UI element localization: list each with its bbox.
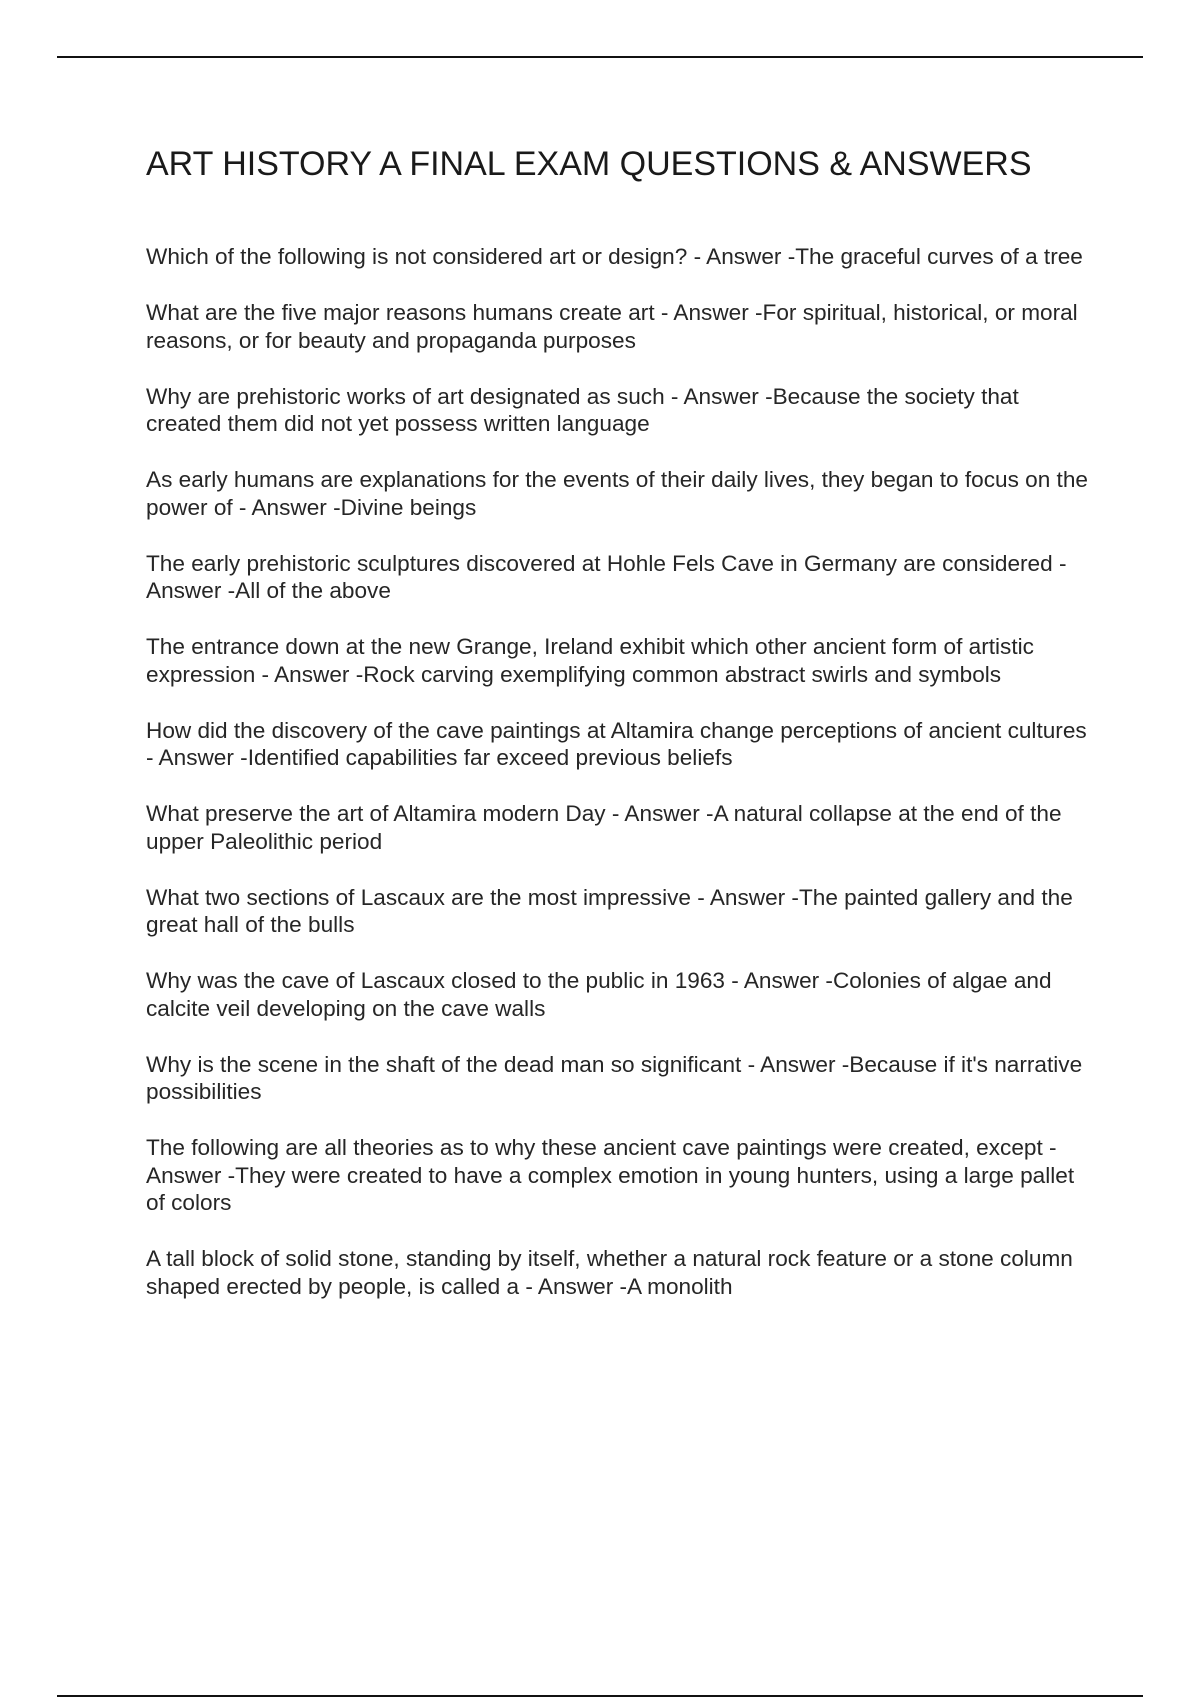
document-title: ART HISTORY A FINAL EXAM QUESTIONS & ANSWERS: [146, 145, 1032, 183]
qa-item: As early humans are explanations for the events of their daily lives, they began to focus on the power of - Answer -Divine beings: [146, 467, 1088, 520]
qa-item: What are the five major reasons humans create art - Answer -For spiritual, historical, or moral reasons, or for beauty and propaganda purposes: [146, 300, 1078, 353]
qa-item: Why are prehistoric works of art designated as such - Answer -Because the society that created them did not yet possess written language: [146, 383, 1019, 436]
qa-item: What preserve the art of Altamira modern Day - Answer -A natural collapse at the end of the upper Paleolithic period: [146, 801, 1062, 854]
qa-item: The entrance down at the new Grange, Ireland exhibit which other ancient form of artistic expression - Answer -Rock carving exemplifying common abstract swirls and symbols: [146, 634, 1034, 687]
qa-item: The following are all theories as to why these ancient cave paintings were created, except - Answer -They were created to have a complex emotion in young hunters, using a large pallet of colors: [146, 1135, 1075, 1215]
qa-item: Why was the cave of Lascaux closed to the public in 1963 - Answer -Colonies of algae and calcite veil developing on the cave walls: [146, 968, 1052, 1021]
document-body: [146, 144, 1096, 1329]
qa-item: Which of the following is not considered art or design? - Answer -The graceful curves of a tree: [146, 244, 1083, 269]
qa-item: A tall block of solid stone, standing by itself, whether a natural rock feature or a stone column shaped erected by people, is called a - Answer -A monolith: [146, 1246, 1073, 1299]
qa-list: [146, 243, 1096, 1300]
qa-item: Why is the scene in the shaft of the dead man so significant - Answer -Because if it's narrative possibilities: [146, 1051, 1083, 1104]
qa-item: The early prehistoric sculptures discovered at Hohle Fels Cave in Germany are considered - Answer -All of the above: [146, 550, 1067, 603]
qa-item: What two sections of Lascaux are the most impressive - Answer -The painted gallery and the great hall of the bulls: [146, 884, 1073, 937]
header-rule: [57, 56, 1143, 58]
footer-rule: [57, 1695, 1143, 1697]
qa-item: How did the discovery of the cave paintings at Altamira change perceptions of ancient cultures - Answer -Identified capabilities far exceed previous beliefs: [146, 717, 1087, 770]
